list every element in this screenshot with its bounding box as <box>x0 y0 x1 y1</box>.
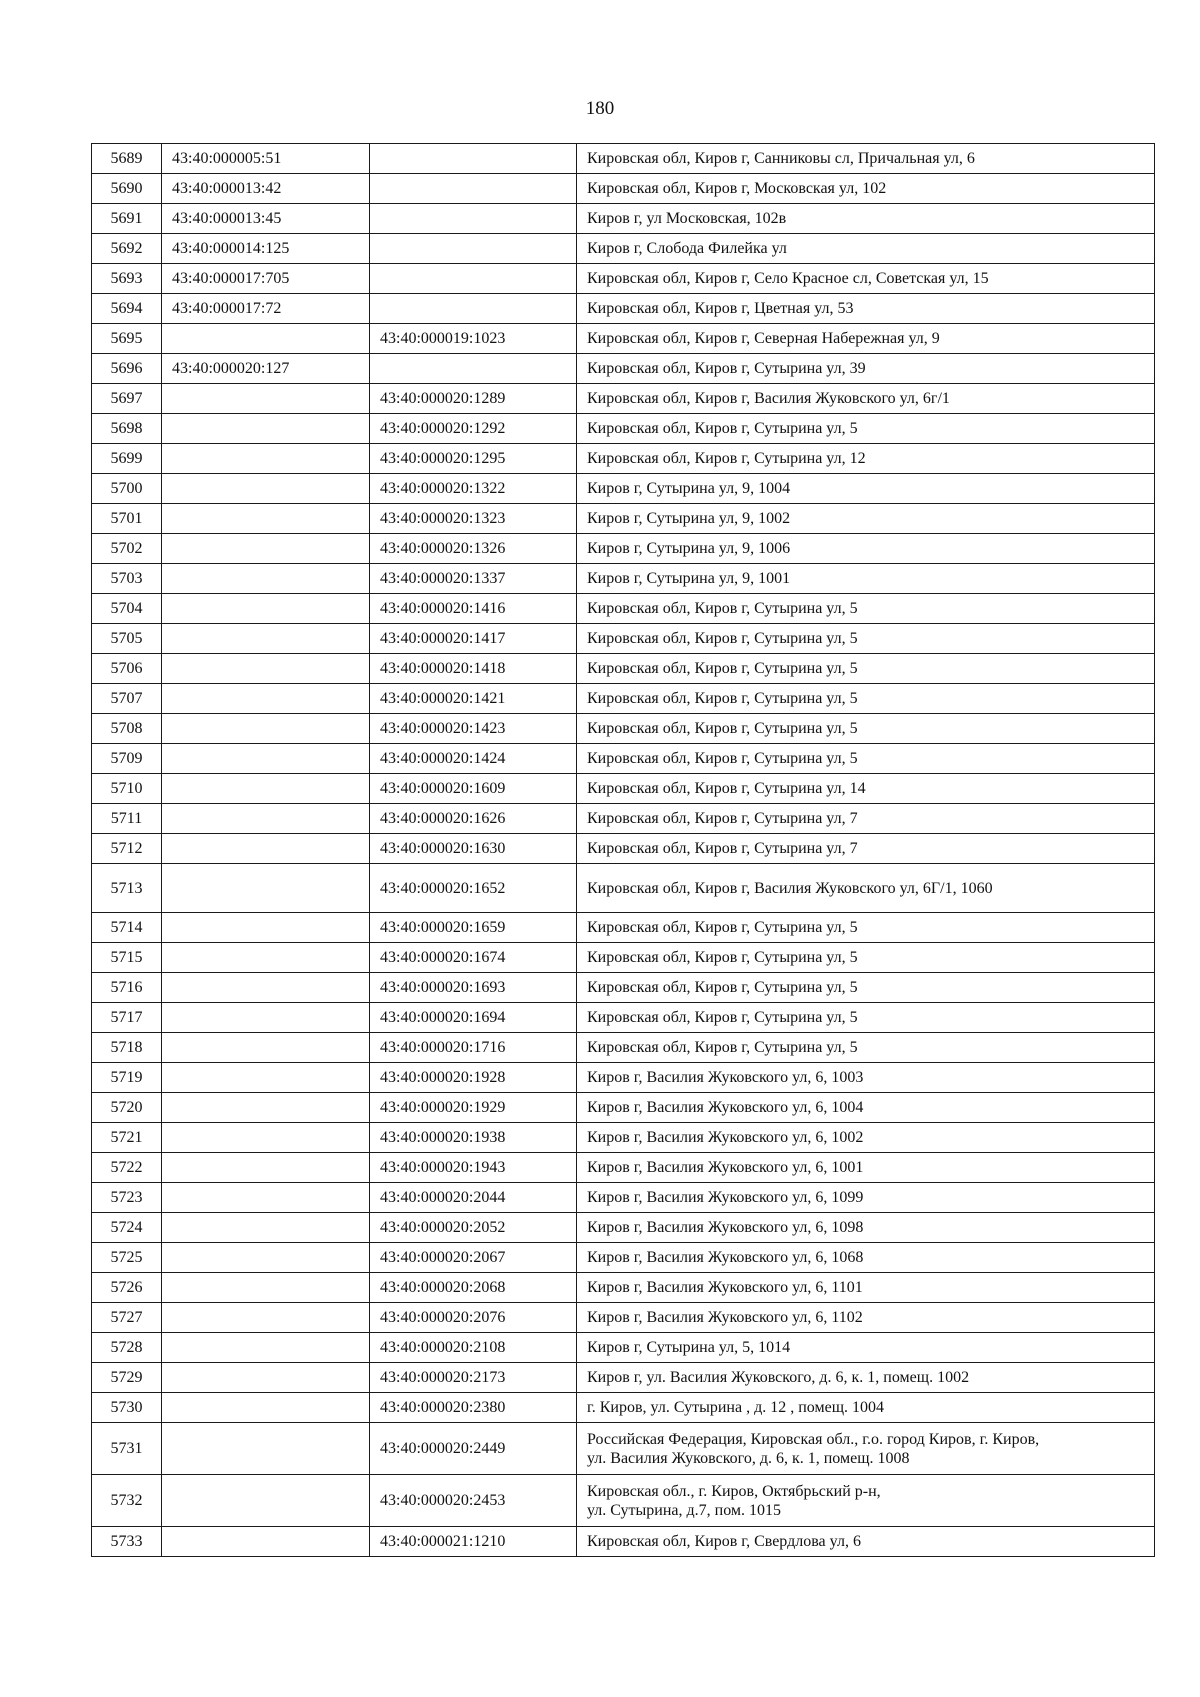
address-line: Кировская обл, Киров г, Сутырина ул, 5 <box>587 1039 858 1056</box>
cadastral-number-cell <box>162 1527 370 1557</box>
row-number-cell: 5724 <box>92 1213 162 1243</box>
address-line: Киров г, ул. Василия Жуковского, д. 6, к. 1, помещ. 1002 <box>587 1369 970 1386</box>
table-row <box>92 1475 1155 1527</box>
address-line: Киров г, Василия Жуковского ул, 6, 1004 <box>587 1099 864 1116</box>
table-row <box>92 834 1155 864</box>
table-row <box>92 234 1155 264</box>
table-row <box>92 1423 1155 1475</box>
address-cell <box>577 1213 1155 1243</box>
address-line: Кировская обл, Киров г, Цветная ул, 53 <box>587 300 854 317</box>
row-number-cell: 5694 <box>92 294 162 324</box>
table-row <box>92 384 1155 414</box>
cadastral-number-cell <box>162 834 370 864</box>
cadastral-number-alt-cell: 43:40:000020:1322 <box>370 474 577 504</box>
cadastral-number-alt-cell: 43:40:000020:1289 <box>370 384 577 414</box>
cadastral-number-cell <box>162 973 370 1003</box>
cadastral-number-alt-cell: 43:40:000020:2076 <box>370 1303 577 1333</box>
address-cell <box>577 1033 1155 1063</box>
address-cell <box>577 204 1155 234</box>
row-number-cell: 5715 <box>92 943 162 973</box>
address-line: Киров г, Василия Жуковского ул, 6, 1098 <box>587 1219 864 1236</box>
table-row <box>92 684 1155 714</box>
address-cell <box>577 1183 1155 1213</box>
address-line: Кировская обл, Киров г, Сутырина ул, 5 <box>587 1009 858 1026</box>
row-number-cell: 5723 <box>92 1183 162 1213</box>
address-cell <box>577 324 1155 354</box>
cadastral-number-cell: 43:40:000013:45 <box>162 204 370 234</box>
address-line: Кировская обл, Киров г, Сутырина ул, 5 <box>587 949 858 966</box>
row-number-cell: 5717 <box>92 1003 162 1033</box>
table-row <box>92 1003 1155 1033</box>
address-line: Киров г, Василия Жуковского ул, 6, 1068 <box>587 1249 864 1266</box>
table-row <box>92 414 1155 444</box>
row-number-cell: 5696 <box>92 354 162 384</box>
cadastral-number-alt-cell: 43:40:000020:1423 <box>370 714 577 744</box>
table-row <box>92 324 1155 354</box>
table-row <box>92 1213 1155 1243</box>
table-row <box>92 864 1155 913</box>
cadastral-number-cell <box>162 1033 370 1063</box>
address-cell <box>577 714 1155 744</box>
cadastral-number-cell <box>162 774 370 804</box>
address-line: Кировская обл, Киров г, Сутырина ул, 12 <box>587 450 866 467</box>
address-line: Кировская обл, Киров г, Село Красное сл, Советская ул, 15 <box>587 270 989 287</box>
row-number-cell: 5725 <box>92 1243 162 1273</box>
cadastral-number-cell <box>162 1003 370 1033</box>
address-line: Киров г, Василия Жуковского ул, 6, 1102 <box>587 1309 863 1326</box>
cadastral-number-alt-cell: 43:40:000020:1929 <box>370 1093 577 1123</box>
cadastral-number-alt-cell <box>370 204 577 234</box>
cadastral-number-cell: 43:40:000020:127 <box>162 354 370 384</box>
address-cell <box>577 354 1155 384</box>
address-cell <box>577 973 1155 1003</box>
cadastral-number-cell <box>162 1393 370 1423</box>
address-cell <box>577 834 1155 864</box>
address-cell <box>577 744 1155 774</box>
table-row <box>92 504 1155 534</box>
row-number-cell: 5705 <box>92 624 162 654</box>
row-number-cell: 5719 <box>92 1063 162 1093</box>
cadastral-number-alt-cell: 43:40:000020:1295 <box>370 444 577 474</box>
row-number-cell: 5728 <box>92 1333 162 1363</box>
address-cell <box>577 504 1155 534</box>
address-cell <box>577 1003 1155 1033</box>
cadastral-number-cell <box>162 654 370 684</box>
table-row <box>92 1393 1155 1423</box>
address-line: Киров г, Василия Жуковского ул, 6, 1101 <box>587 1279 863 1296</box>
cadastral-number-alt-cell <box>370 174 577 204</box>
cadastral-number-alt-cell: 43:40:000020:1630 <box>370 834 577 864</box>
address-cell <box>577 1333 1155 1363</box>
cadastral-number-alt-cell: 43:40:000020:1323 <box>370 504 577 534</box>
cadastral-number-alt-cell <box>370 294 577 324</box>
table-row <box>92 1273 1155 1303</box>
cadastral-number-cell <box>162 444 370 474</box>
address-line: Киров г, Сутырина ул, 9, 1001 <box>587 570 791 587</box>
cadastral-number-cell <box>162 1333 370 1363</box>
address-line: г. Киров, ул. Сутырина , д. 12 , помещ. 1004 <box>587 1399 885 1416</box>
page-number: 180 <box>585 98 615 119</box>
address-line: Кировская обл, Киров г, Санниковы сл, Причальная ул, 6 <box>587 150 975 167</box>
address-cell <box>577 1303 1155 1333</box>
row-number-cell: 5716 <box>92 973 162 1003</box>
cadastral-number-alt-cell: 43:40:000020:1417 <box>370 624 577 654</box>
cadastral-number-alt-cell: 43:40:000020:1943 <box>370 1153 577 1183</box>
cadastral-number-alt-cell: 43:40:000021:1210 <box>370 1527 577 1557</box>
cadastral-number-alt-cell: 43:40:000020:1418 <box>370 654 577 684</box>
row-number-cell: 5713 <box>92 864 162 913</box>
row-number-cell: 5700 <box>92 474 162 504</box>
table-row <box>92 1033 1155 1063</box>
table-row <box>92 204 1155 234</box>
cadastral-number-cell <box>162 564 370 594</box>
address-line: Киров г, Сутырина ул, 9, 1002 <box>587 510 791 527</box>
cadastral-number-cell: 43:40:000013:42 <box>162 174 370 204</box>
address-cell <box>577 414 1155 444</box>
row-number-cell: 5711 <box>92 804 162 834</box>
cadastral-number-alt-cell <box>370 354 577 384</box>
address-cell <box>577 234 1155 264</box>
address-cell <box>577 1363 1155 1393</box>
property-registry-table <box>91 143 1155 1557</box>
table-row <box>92 1333 1155 1363</box>
cadastral-number-alt-cell: 43:40:000020:2380 <box>370 1393 577 1423</box>
cadastral-number-alt-cell: 43:40:000020:1416 <box>370 594 577 624</box>
row-number-cell: 5731 <box>92 1423 162 1475</box>
address-cell <box>577 804 1155 834</box>
table-row <box>92 564 1155 594</box>
address-cell <box>577 1423 1155 1475</box>
row-number-cell: 5727 <box>92 1303 162 1333</box>
row-number-cell: 5718 <box>92 1033 162 1063</box>
cadastral-number-cell <box>162 594 370 624</box>
cadastral-number-alt-cell: 43:40:000020:2068 <box>370 1273 577 1303</box>
address-line: Кировская обл, Киров г, Сутырина ул, 39 <box>587 360 866 377</box>
row-number-cell: 5729 <box>92 1363 162 1393</box>
cadastral-number-alt-cell: 43:40:000020:1337 <box>370 564 577 594</box>
table-body <box>92 144 1155 1557</box>
cadastral-number-alt-cell: 43:40:000020:1659 <box>370 913 577 943</box>
address-cell <box>577 294 1155 324</box>
cadastral-number-alt-cell: 43:40:000020:1938 <box>370 1123 577 1153</box>
address-cell <box>577 534 1155 564</box>
cadastral-number-cell <box>162 384 370 414</box>
address-cell <box>577 1243 1155 1273</box>
address-line: Киров г, Слобода Филейка ул <box>587 240 787 257</box>
address-cell <box>577 684 1155 714</box>
table-row <box>92 264 1155 294</box>
cadastral-number-alt-cell: 43:40:000020:2173 <box>370 1363 577 1393</box>
address-line: Кировская обл, Киров г, Сутырина ул, 5 <box>587 750 858 767</box>
cadastral-number-alt-cell: 43:40:000020:1626 <box>370 804 577 834</box>
address-line: ул. Василия Жуковского, д. 6, к. 1, помещ. 1008 <box>587 1449 910 1467</box>
address-line: Кировская обл, Киров г, Василия Жуковского ул, 6г/1 <box>587 390 950 407</box>
cadastral-number-alt-cell: 43:40:000020:1694 <box>370 1003 577 1033</box>
address-cell <box>577 943 1155 973</box>
row-number-cell: 5720 <box>92 1093 162 1123</box>
table-row <box>92 714 1155 744</box>
cadastral-number-cell <box>162 913 370 943</box>
address-line: Кировская обл, Киров г, Северная Набережная ул, 9 <box>587 330 940 347</box>
address-line: Киров г, Василия Жуковского ул, 6, 1099 <box>587 1189 864 1206</box>
address-line: Киров г, ул Московская, 102в <box>587 210 787 227</box>
address-cell <box>577 594 1155 624</box>
cadastral-number-alt-cell <box>370 144 577 174</box>
row-number-cell: 5714 <box>92 913 162 943</box>
row-number-cell: 5726 <box>92 1273 162 1303</box>
cadastral-number-alt-cell <box>370 264 577 294</box>
table-row <box>92 1363 1155 1393</box>
address-cell <box>577 1093 1155 1123</box>
cadastral-number-cell <box>162 1213 370 1243</box>
table-row <box>92 294 1155 324</box>
cadastral-number-cell: 43:40:000017:705 <box>162 264 370 294</box>
address-line: Кировская обл, Киров г, Свердлова ул, 6 <box>587 1533 861 1550</box>
row-number-cell: 5695 <box>92 324 162 354</box>
cadastral-number-alt-cell: 43:40:000020:2044 <box>370 1183 577 1213</box>
cadastral-number-cell <box>162 1363 370 1393</box>
row-number-cell: 5698 <box>92 414 162 444</box>
cadastral-number-alt-cell: 43:40:000020:2108 <box>370 1333 577 1363</box>
row-number-cell: 5699 <box>92 444 162 474</box>
table-row <box>92 1183 1155 1213</box>
row-number-cell: 5722 <box>92 1153 162 1183</box>
row-number-cell: 5732 <box>92 1475 162 1527</box>
address-cell <box>577 384 1155 414</box>
cadastral-number-alt-cell: 43:40:000020:2449 <box>370 1423 577 1475</box>
cadastral-number-cell <box>162 864 370 913</box>
address-cell <box>577 474 1155 504</box>
row-number-cell: 5697 <box>92 384 162 414</box>
table-row <box>92 594 1155 624</box>
cadastral-number-cell <box>162 1123 370 1153</box>
address-cell <box>577 264 1155 294</box>
row-number-cell: 5701 <box>92 504 162 534</box>
table-row <box>92 444 1155 474</box>
row-number-cell: 5691 <box>92 204 162 234</box>
row-number-cell: 5706 <box>92 654 162 684</box>
cadastral-number-cell <box>162 1303 370 1333</box>
row-number-cell: 5702 <box>92 534 162 564</box>
address-line: Кировская обл., г. Киров, Октябрьский р-н, <box>587 1482 881 1500</box>
row-number-cell: 5708 <box>92 714 162 744</box>
cadastral-number-alt-cell: 43:40:000020:2453 <box>370 1475 577 1527</box>
cadastral-number-alt-cell <box>370 234 577 264</box>
address-line: Кировская обл, Киров г, Сутырина ул, 5 <box>587 600 858 617</box>
address-line: Российская Федерация, Кировская обл., г.о. город Киров, г. Киров, <box>587 1430 1040 1448</box>
address-line: ул. Сутырина, д.7, пом. 1015 <box>587 1501 782 1519</box>
cadastral-number-cell <box>162 1153 370 1183</box>
cadastral-number-alt-cell: 43:40:000020:2067 <box>370 1243 577 1273</box>
address-cell <box>577 654 1155 684</box>
address-line: Кировская обл, Киров г, Сутырина ул, 7 <box>587 840 858 857</box>
address-cell <box>577 1475 1155 1527</box>
address-line: Киров г, Сутырина ул, 5, 1014 <box>587 1339 791 1356</box>
table-row <box>92 744 1155 774</box>
cadastral-number-cell: 43:40:000005:51 <box>162 144 370 174</box>
cadastral-number-cell <box>162 1243 370 1273</box>
cadastral-number-cell <box>162 1273 370 1303</box>
cadastral-number-cell <box>162 504 370 534</box>
cadastral-number-alt-cell: 43:40:000020:1326 <box>370 534 577 564</box>
cadastral-number-cell: 43:40:000017:72 <box>162 294 370 324</box>
table-row <box>92 624 1155 654</box>
address-line: Кировская обл, Киров г, Сутырина ул, 5 <box>587 420 858 437</box>
cadastral-number-alt-cell: 43:40:000020:1652 <box>370 864 577 913</box>
cadastral-number-cell <box>162 624 370 654</box>
address-line: Кировская обл, Киров г, Сутырина ул, 7 <box>587 810 858 827</box>
address-cell <box>577 144 1155 174</box>
row-number-cell: 5709 <box>92 744 162 774</box>
cadastral-number-cell <box>162 943 370 973</box>
table-row <box>92 913 1155 943</box>
address-cell <box>577 774 1155 804</box>
address-line: Кировская обл, Киров г, Сутырина ул, 5 <box>587 630 858 647</box>
cadastral-number-alt-cell: 43:40:000020:1292 <box>370 414 577 444</box>
address-line: Киров г, Василия Жуковского ул, 6, 1001 <box>587 1159 864 1176</box>
table-row <box>92 973 1155 1003</box>
cadastral-number-cell <box>162 714 370 744</box>
cadastral-number-alt-cell: 43:40:000020:1609 <box>370 774 577 804</box>
table-row <box>92 1527 1155 1557</box>
address-cell <box>577 1123 1155 1153</box>
address-cell <box>577 913 1155 943</box>
address-line: Киров г, Василия Жуковского ул, 6, 1003 <box>587 1069 864 1086</box>
cadastral-number-alt-cell: 43:40:000020:2052 <box>370 1213 577 1243</box>
address-cell <box>577 444 1155 474</box>
cadastral-number-cell <box>162 744 370 774</box>
address-line: Киров г, Сутырина ул, 9, 1006 <box>587 540 791 557</box>
cadastral-number-cell: 43:40:000014:125 <box>162 234 370 264</box>
cadastral-number-alt-cell: 43:40:000020:1716 <box>370 1033 577 1063</box>
address-line: Кировская обл, Киров г, Сутырина ул, 5 <box>587 720 858 737</box>
row-number-cell: 5712 <box>92 834 162 864</box>
row-number-cell: 5704 <box>92 594 162 624</box>
row-number-cell: 5703 <box>92 564 162 594</box>
table-row <box>92 534 1155 564</box>
table-row <box>92 1063 1155 1093</box>
row-number-cell: 5689 <box>92 144 162 174</box>
cadastral-number-cell <box>162 684 370 714</box>
address-line: Кировская обл, Киров г, Сутырина ул, 5 <box>587 660 858 677</box>
address-cell <box>577 1527 1155 1557</box>
row-number-cell: 5721 <box>92 1123 162 1153</box>
address-line: Киров г, Сутырина ул, 9, 1004 <box>587 480 791 497</box>
address-line: Кировская обл, Киров г, Василия Жуковского ул, 6Г/1, 1060 <box>587 879 993 897</box>
address-line: Кировская обл, Киров г, Сутырина ул, 5 <box>587 919 858 936</box>
address-line: Кировская обл, Киров г, Сутырина ул, 14 <box>587 780 866 797</box>
table-row <box>92 654 1155 684</box>
cadastral-number-cell <box>162 1183 370 1213</box>
cadastral-number-cell <box>162 414 370 444</box>
row-number-cell: 5730 <box>92 1393 162 1423</box>
cadastral-number-cell <box>162 804 370 834</box>
cadastral-number-alt-cell: 43:40:000020:1421 <box>370 684 577 714</box>
address-cell <box>577 1153 1155 1183</box>
address-cell <box>577 864 1155 913</box>
table-row <box>92 144 1155 174</box>
cadastral-number-cell <box>162 474 370 504</box>
cadastral-number-cell <box>162 534 370 564</box>
table-row <box>92 1123 1155 1153</box>
address-line: Киров г, Василия Жуковского ул, 6, 1002 <box>587 1129 864 1146</box>
address-cell <box>577 1063 1155 1093</box>
table-row <box>92 1243 1155 1273</box>
row-number-cell: 5690 <box>92 174 162 204</box>
address-line: Кировская обл, Киров г, Московская ул, 102 <box>587 180 887 197</box>
address-cell <box>577 624 1155 654</box>
cadastral-number-alt-cell: 43:40:000020:1693 <box>370 973 577 1003</box>
table-row <box>92 804 1155 834</box>
cadastral-number-cell <box>162 324 370 354</box>
table-row <box>92 474 1155 504</box>
table-row <box>92 174 1155 204</box>
row-number-cell: 5692 <box>92 234 162 264</box>
cadastral-number-cell <box>162 1093 370 1123</box>
table-row <box>92 943 1155 973</box>
table-row <box>92 354 1155 384</box>
cadastral-number-cell <box>162 1063 370 1093</box>
address-cell <box>577 1393 1155 1423</box>
cadastral-number-alt-cell: 43:40:000019:1023 <box>370 324 577 354</box>
row-number-cell: 5710 <box>92 774 162 804</box>
cadastral-number-alt-cell: 43:40:000020:1674 <box>370 943 577 973</box>
row-number-cell: 5693 <box>92 264 162 294</box>
cadastral-number-cell <box>162 1423 370 1475</box>
table-row <box>92 1093 1155 1123</box>
address-cell <box>577 564 1155 594</box>
address-line: Кировская обл, Киров г, Сутырина ул, 5 <box>587 690 858 707</box>
row-number-cell: 5733 <box>92 1527 162 1557</box>
cadastral-number-alt-cell: 43:40:000020:1928 <box>370 1063 577 1093</box>
table-row <box>92 1303 1155 1333</box>
address-line: Кировская обл, Киров г, Сутырина ул, 5 <box>587 979 858 996</box>
address-cell <box>577 1273 1155 1303</box>
table-row <box>92 774 1155 804</box>
address-cell <box>577 174 1155 204</box>
row-number-cell: 5707 <box>92 684 162 714</box>
cadastral-number-cell <box>162 1475 370 1527</box>
table-row <box>92 1153 1155 1183</box>
cadastral-number-alt-cell: 43:40:000020:1424 <box>370 744 577 774</box>
